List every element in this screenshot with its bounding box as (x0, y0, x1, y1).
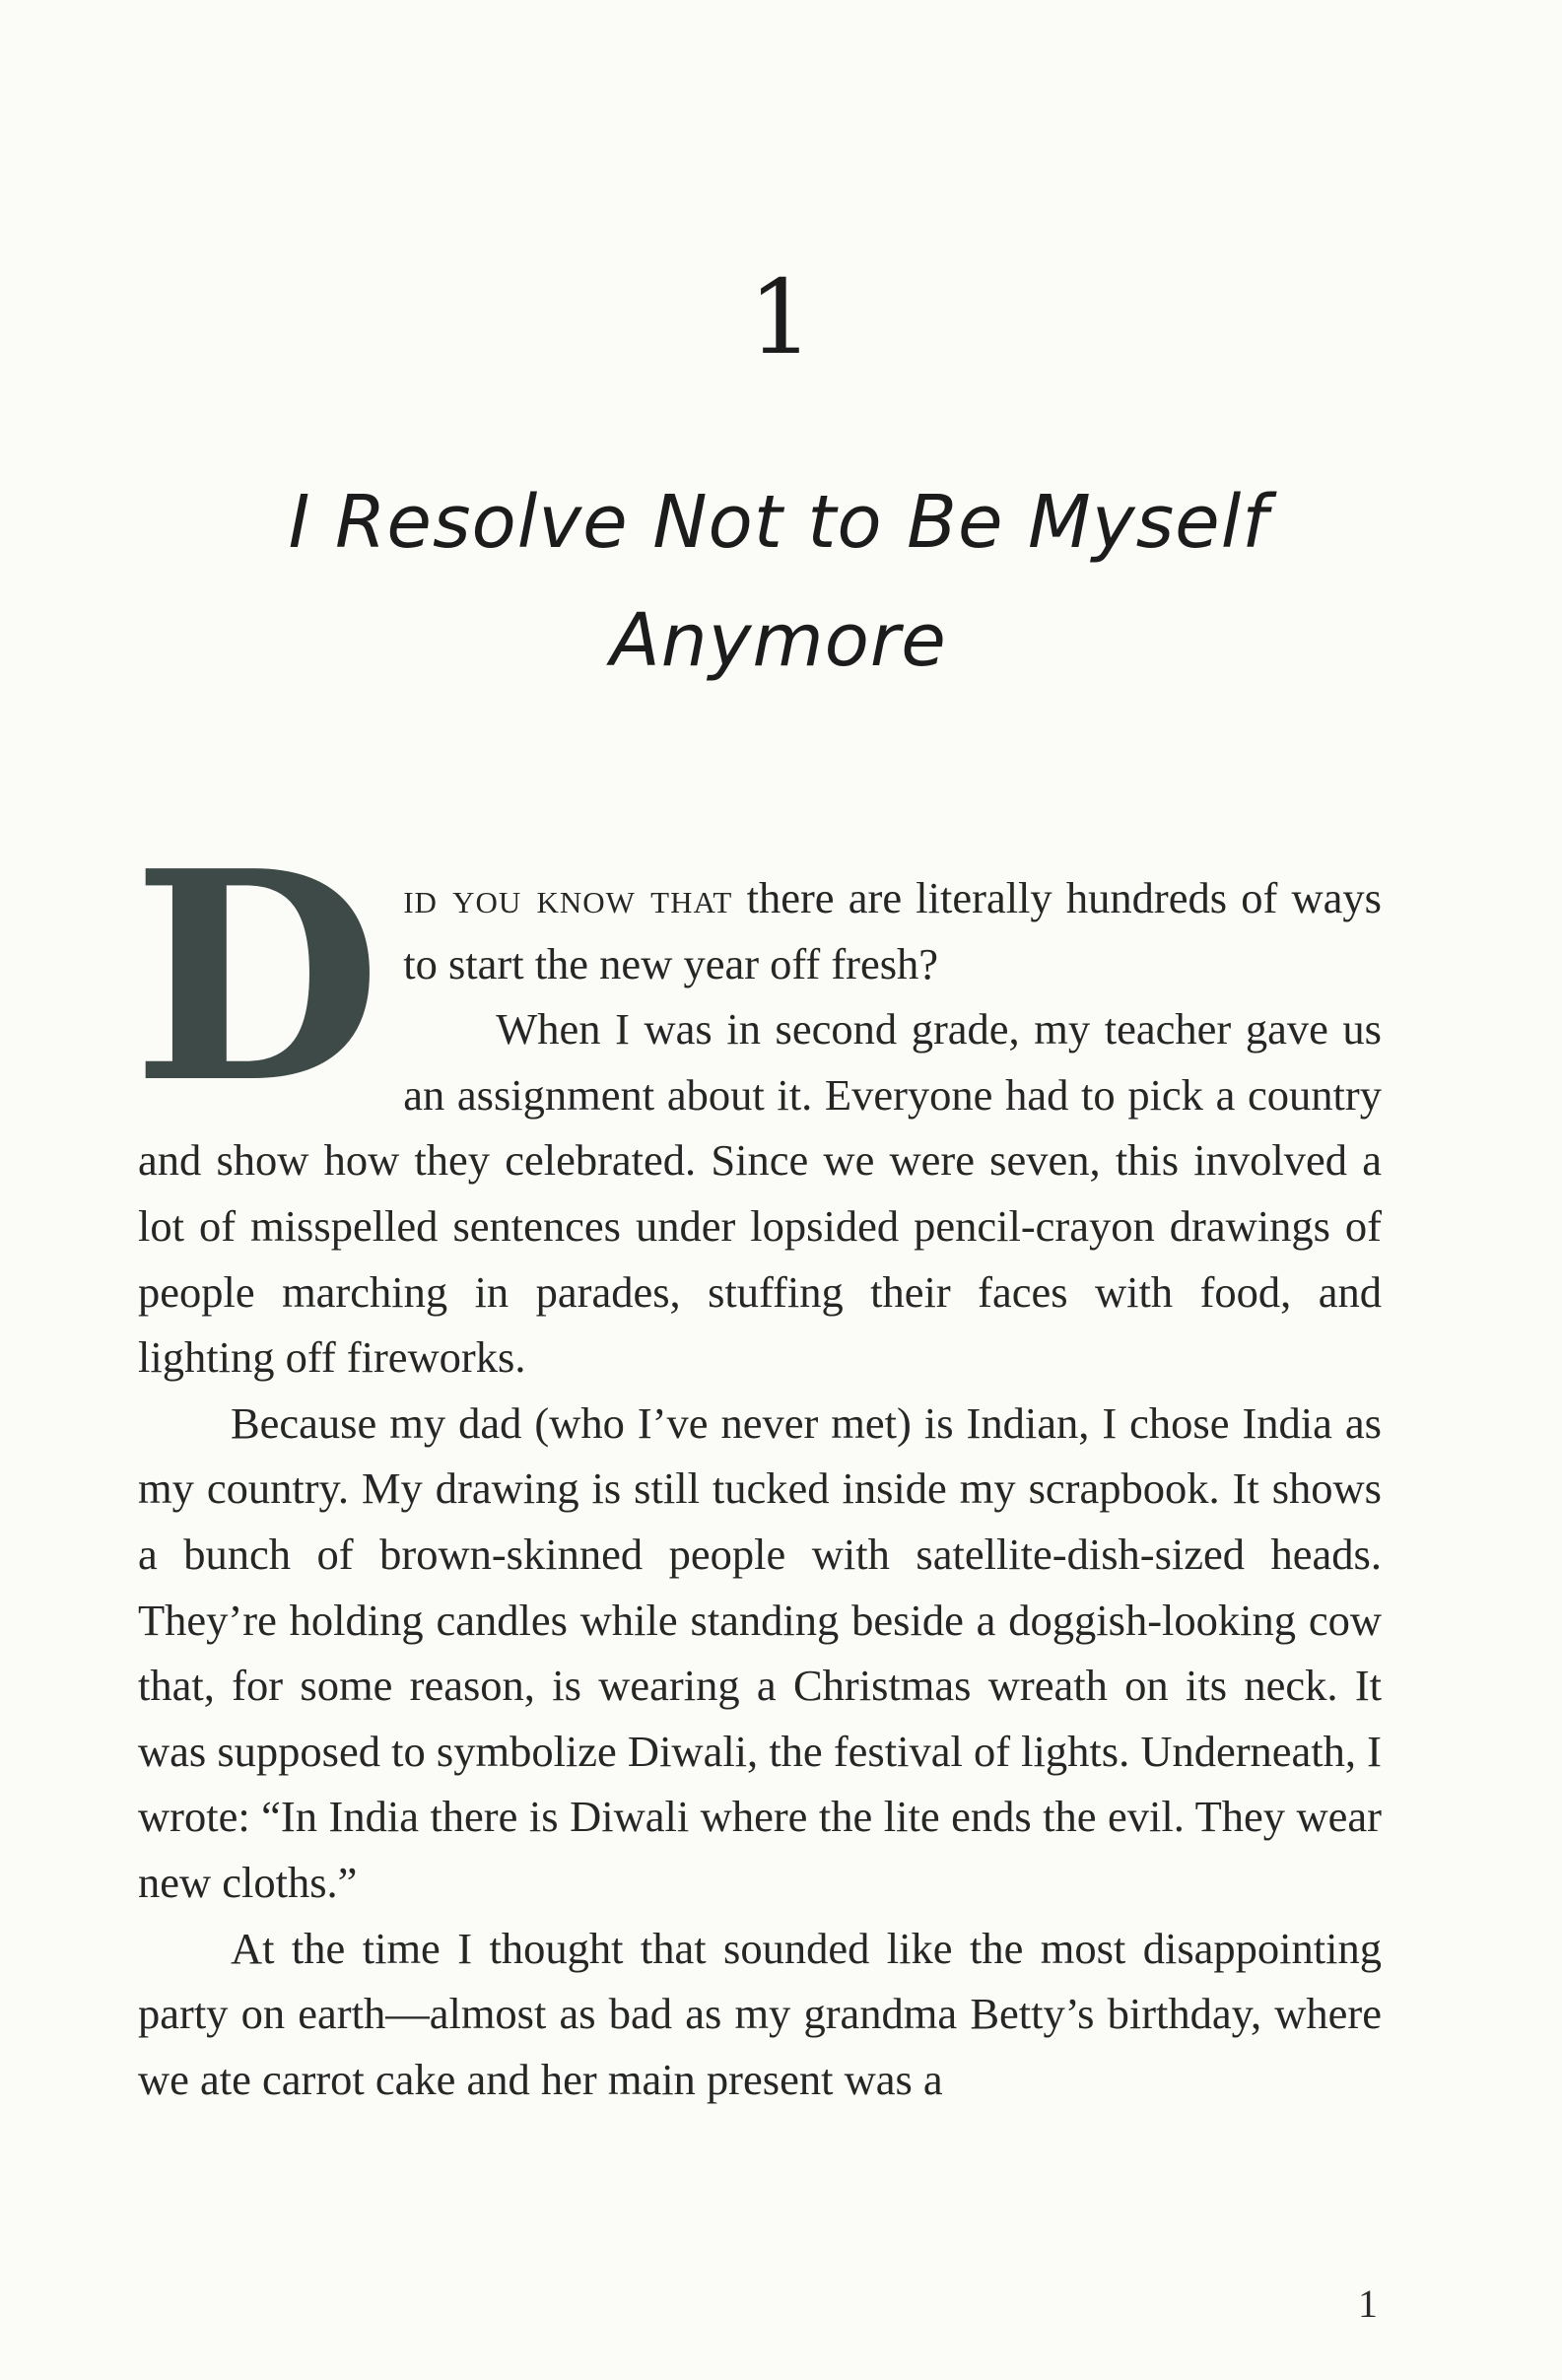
chapter-title-line-2: Anymore (610, 598, 947, 683)
chapter-title-line-1: I Resolve Not to Be Myself (288, 480, 1269, 565)
paragraph-3: Because my dad (who I’ve never met) is Indian, I chose India as my country. My drawing is still tucked inside my scrapbook. It shows a bunch of brown-skinned people with satellite-dish-sized heads. They’re holding candles while standing beside a doggish-looking cow that, for some reason, is wearing a Christmas wreath on its neck. It was supposed to symbolize Diwali, the festival of lights. Underneath, I wrote: “In India there is Diwali where the lite ends the evil. They wear new cloths.” (138, 1397, 1382, 1907)
chapter-title (227, 463, 1330, 700)
lead-in-smallcaps: id you know that (403, 873, 733, 922)
paragraph-2: When I was in second grade, my teacher gave us an assignment about it. Everyone had to pick a country and show how they celebrated. Since we were seven, this involved a lot of misspelled sentences under lopsided pencil-crayon drawings of people marching in parades, stuffing their faces with food, and lighting off fireworks. (138, 1004, 1382, 1383)
paragraph-1 (132, 808, 1382, 1146)
chapter-number: 1 (748, 257, 814, 377)
paragraph-1-text: there are literally hundreds of ways to start the new year off fresh? (403, 873, 1382, 988)
page-number: 1 (1358, 2281, 1378, 2326)
chapter-body (132, 808, 1382, 2112)
paragraph-4: At the time I thought that sounded like the most disappointing party on earth—almost as bad as my grandma Betty’s birthday, where we ate carrot cake and her main present was a (138, 1923, 1382, 2104)
drop-cap: D (132, 808, 382, 1146)
